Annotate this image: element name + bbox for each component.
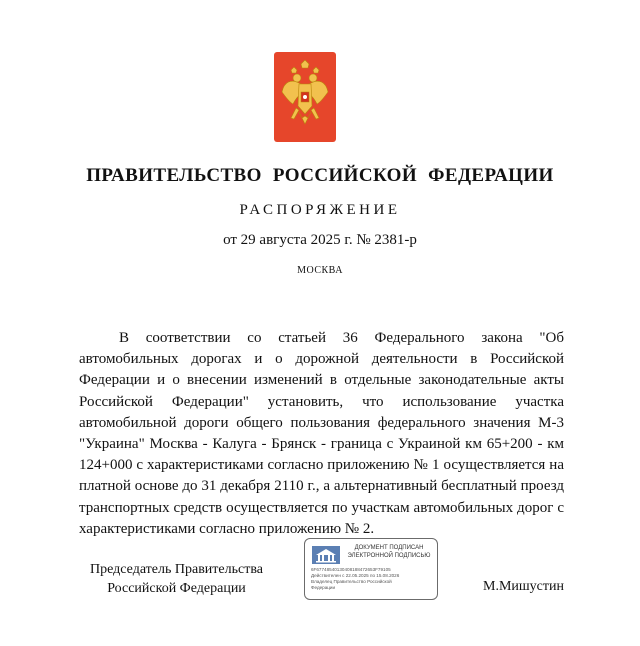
government-title: ПРАВИТЕЛЬСТВО РОССИЙСКОЙ ФЕДЕРАЦИИ <box>86 165 554 186</box>
signer-position-line2: Российской Федерации <box>107 581 246 596</box>
signer-name: М.Мишустин <box>483 579 564 594</box>
signer-position-line1: Председатель Правительства <box>90 562 263 577</box>
document-date-number: от 29 августа 2025 г. № 2381-р <box>223 232 417 248</box>
document-city: МОСКВА <box>297 265 343 276</box>
body-paragraph: В соответствии со статьей 36 Федерального закона "Об автомобильных дорогах и о дорожной деятельности в Российской Федерации и о внесении изменений в отдельные законодательные акты Российской Федерации" установить, что использование участка автомобильной дороги общего пользования федерального значения М-3 "Украина" Москва - Калуга - Брянск - граница с Украиной км 65+200 - км 124+000 с характеристиками согласно приложению № 1 осуществляется на платной основе до 31 декабря 2110 г., а альтернативный бесплатный проезд транспортных средств осуществляется по участкам автомобильных дорог с характеристиками согласно приложению № 2. <box>79 330 564 537</box>
signer-position <box>79 560 274 598</box>
government-building-icon <box>312 546 340 564</box>
document-type: РАСПОРЯЖЕНИЕ <box>239 202 401 218</box>
stamp-owner: Владелец Правительство Российской <box>311 579 392 584</box>
russian-coat-of-arms-icon <box>279 58 331 136</box>
stamp-title: ДОКУМЕНТ ПОДПИСАН ЭЛЕКТРОННОЙ ПОДПИСЬЮ <box>347 545 431 559</box>
stamp-details <box>311 567 435 591</box>
stamp-owner-cont: Федерации <box>311 585 336 590</box>
coat-of-arms-emblem <box>274 52 336 142</box>
electronic-signature-stamp <box>304 538 438 600</box>
stamp-certificate: 6F67748540130408188472653F79105 <box>311 567 391 572</box>
document-body <box>79 328 564 540</box>
stamp-validity: Действителен с 22.05.2025 по 15.08.2026 <box>311 573 400 578</box>
